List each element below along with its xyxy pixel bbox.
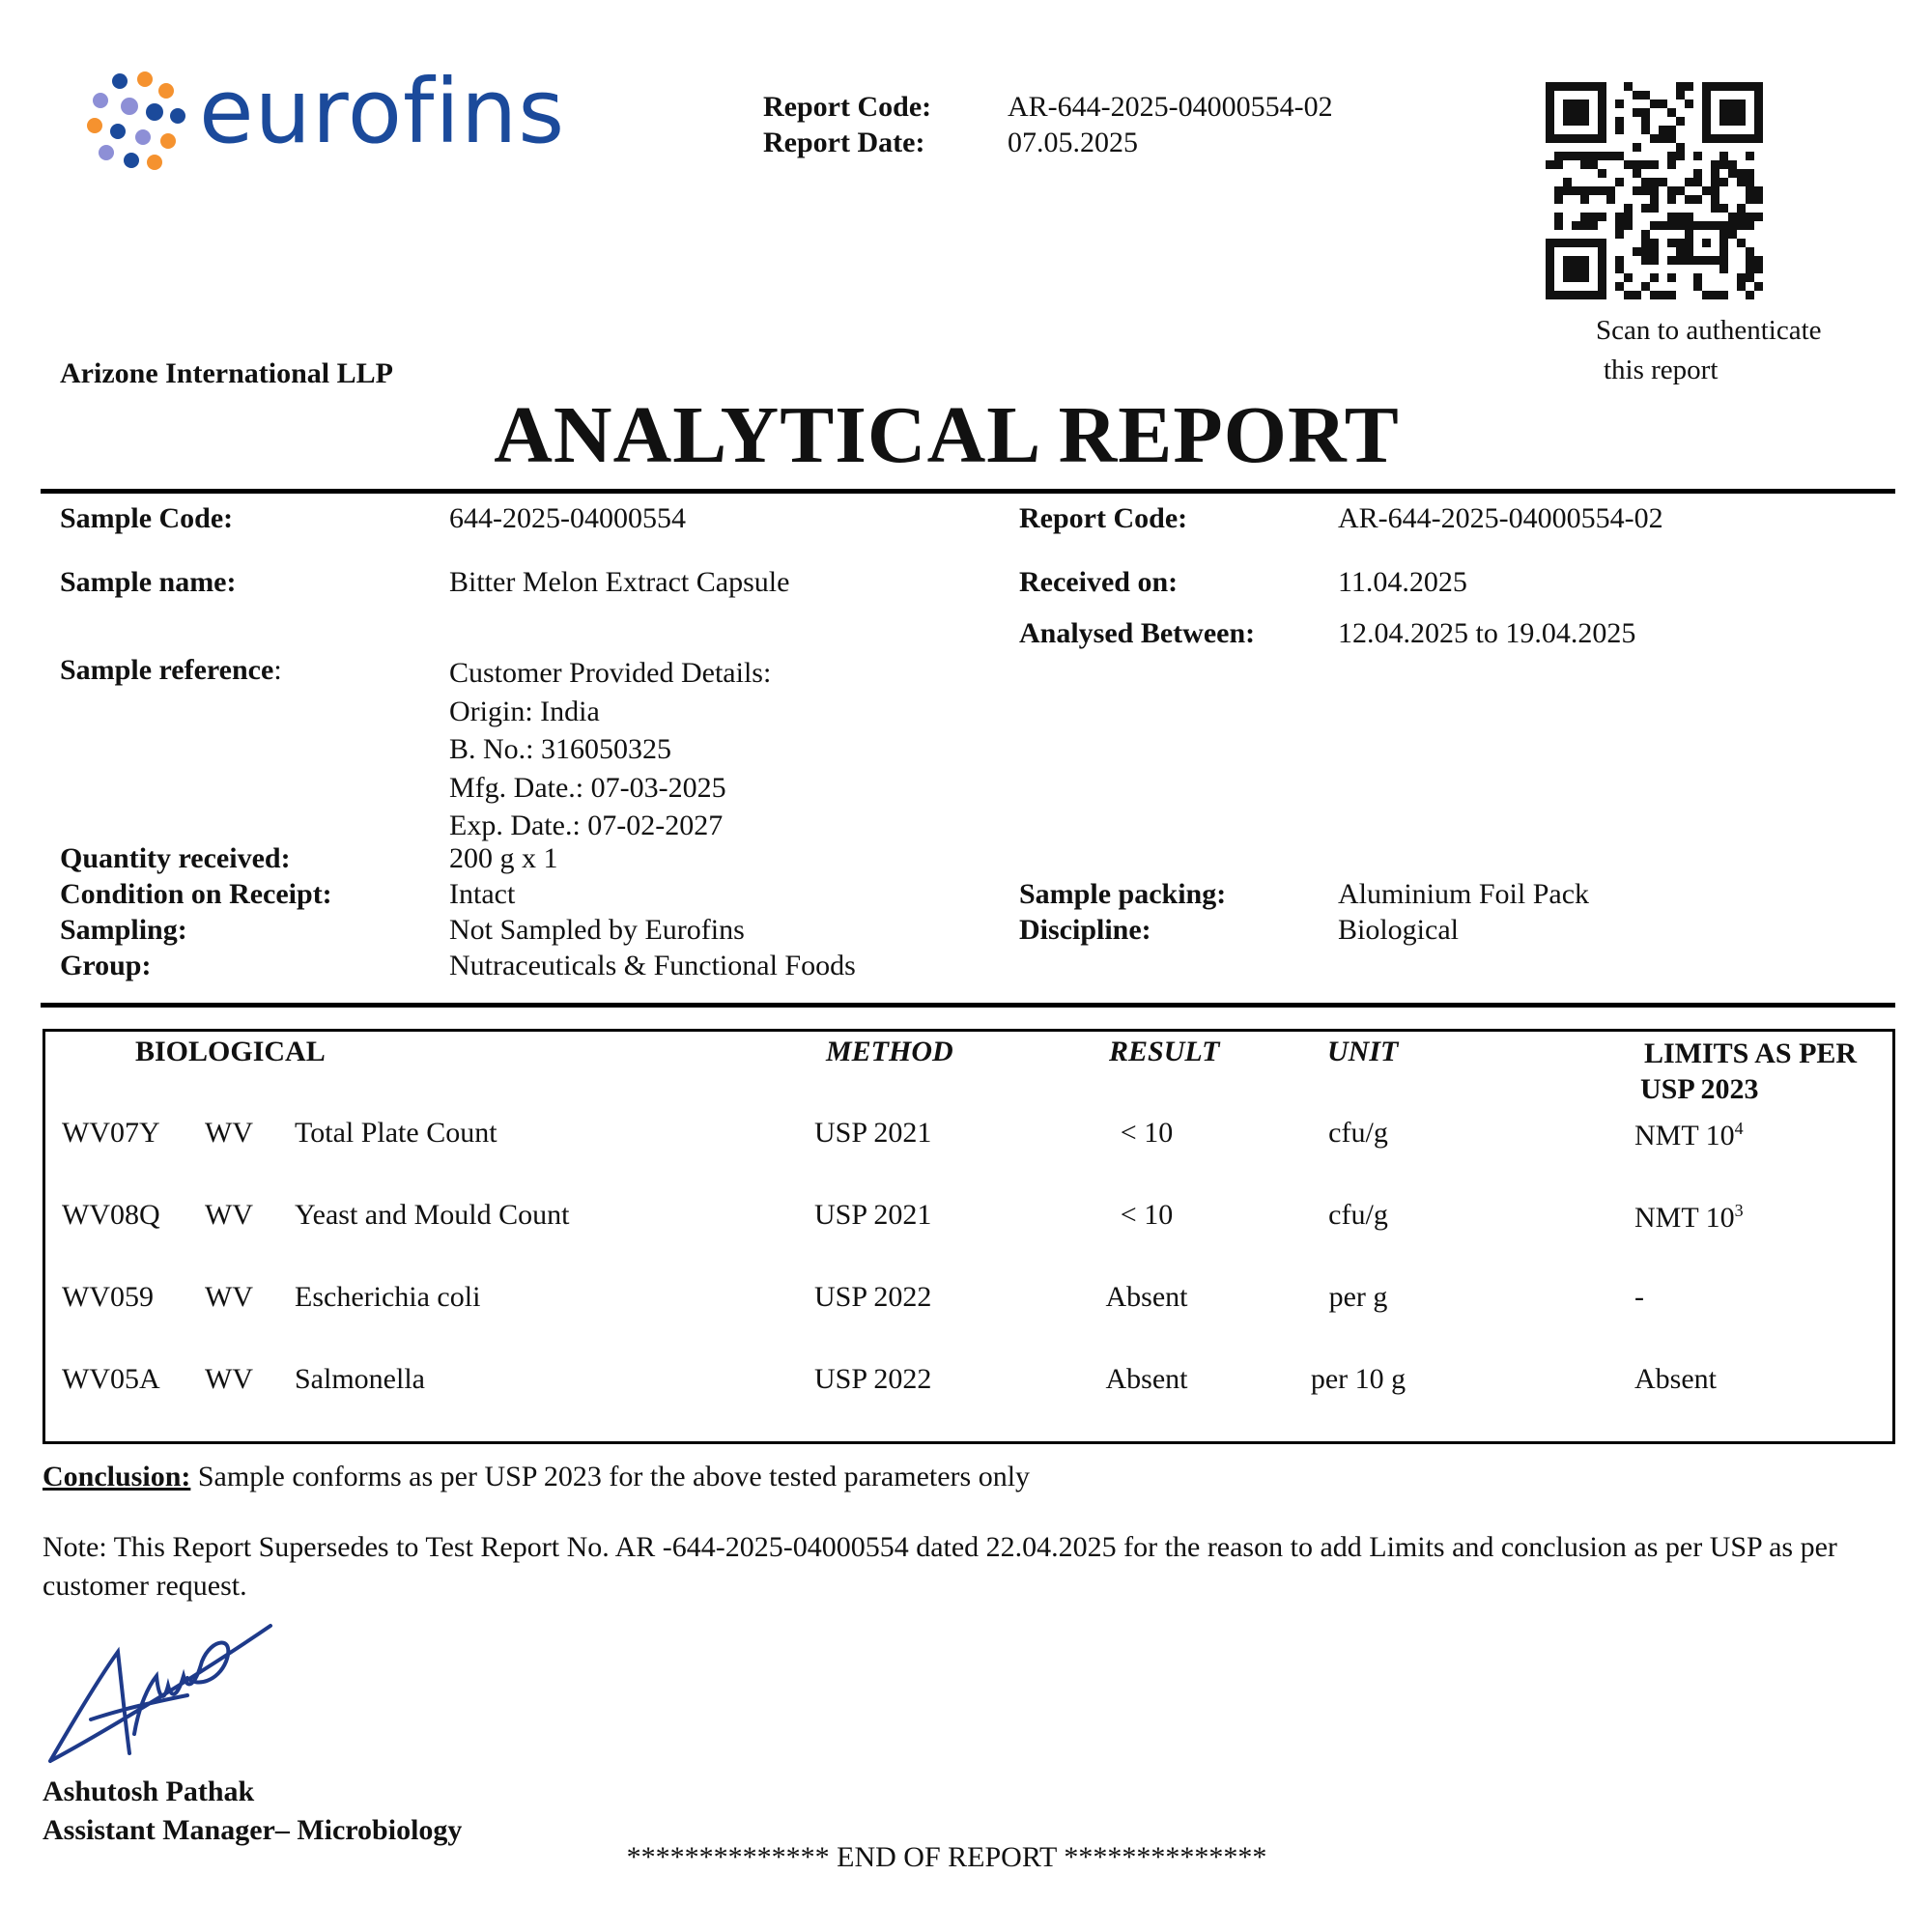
row-code: WV08Q <box>62 1199 160 1231</box>
row-result: Absent <box>1105 1363 1188 1395</box>
customer-company: Arizone International LLP <box>60 357 393 389</box>
header-biological: BIOLOGICAL <box>135 1036 326 1067</box>
header-method: METHOD <box>826 1036 953 1067</box>
qr-caption-line1: Scan to authenticate <box>1596 315 1822 346</box>
row-code: WV05A <box>62 1363 160 1395</box>
logo-wordmark: eurofins <box>199 60 566 163</box>
row-parameter: Escherichia coli <box>295 1281 481 1313</box>
row-limit-value: NMT 10 <box>1634 1202 1735 1234</box>
signer-title: Assistant Manager– Microbiology <box>43 1814 463 1846</box>
row-parameter: Total Plate Count <box>295 1117 497 1149</box>
row-parameter: Salmonella <box>295 1363 425 1395</box>
eurofins-logo <box>85 60 566 174</box>
row-limit-value: Absent <box>1634 1363 1717 1395</box>
reference-line: Exp. Date.: 07-02-2027 <box>449 810 724 841</box>
discipline: Biological <box>1338 914 1459 946</box>
header-unit: UNIT <box>1327 1036 1399 1067</box>
row-result: < 10 <box>1120 1117 1174 1149</box>
qr-caption-line2: this report <box>1604 355 1719 385</box>
packing-label: Sample packing: <box>1019 878 1227 910</box>
group: Nutraceuticals & Functional Foods <box>449 950 856 981</box>
qr-code-icon[interactable] <box>1546 82 1763 299</box>
conclusion-label: Conclusion: <box>43 1461 191 1492</box>
header-limits-line1: LIMITS AS PER <box>1644 1037 1858 1069</box>
row-unit: per 10 g <box>1310 1363 1406 1395</box>
sample-name: Bitter Melon Extract Capsule <box>449 566 790 598</box>
row-limit-value: NMT 10 <box>1634 1120 1735 1151</box>
row-parameter: Yeast and Mould Count <box>295 1199 570 1231</box>
eurofins-logo-icon <box>85 68 191 174</box>
row-result: Absent <box>1105 1281 1188 1313</box>
header-report-code: AR-644-2025-04000554-02 <box>1008 91 1333 123</box>
discipline-label: Discipline: <box>1019 914 1151 946</box>
middle-divider <box>41 1003 1895 1008</box>
sample-code: 644-2025-04000554 <box>449 502 686 534</box>
quantity-label: Quantity received: <box>60 842 291 874</box>
row-method: USP 2021 <box>814 1199 932 1231</box>
row-limit-value: - <box>1634 1281 1644 1313</box>
end-of-report: ************** END OF REPORT ************** <box>626 1841 1267 1873</box>
top-divider <box>41 489 1895 494</box>
condition: Intact <box>449 878 516 910</box>
reference-line: Origin: India <box>449 695 600 727</box>
signature <box>43 1618 274 1773</box>
row-code: WV07Y <box>62 1117 160 1149</box>
row-limit <box>1634 1363 1717 1396</box>
packing: Aluminium Foil Pack <box>1338 878 1590 910</box>
row-unit: cfu/g <box>1328 1117 1388 1149</box>
conclusion <box>43 1461 1030 1493</box>
row-method: USP 2022 <box>814 1363 932 1395</box>
sampling-label: Sampling: <box>60 914 187 946</box>
sample-reference-label-text: Sample reference <box>60 654 274 686</box>
supersede-note: Note: This Report Supersedes to Test Report No. AR -644-2025-04000554 dated 22.04.2025 for the reason to add Limits and conclusion as per USP as per customer request. <box>43 1531 1837 1602</box>
row-code: WV059 <box>62 1281 154 1313</box>
qr-caption <box>1596 311 1822 390</box>
sampling: Not Sampled by Eurofins <box>449 914 745 946</box>
sample-reference-colon: : <box>273 654 282 686</box>
row-group: WV <box>205 1281 253 1313</box>
sample-name-label: Sample name: <box>60 566 237 598</box>
row-group: WV <box>205 1199 253 1231</box>
group-label: Group: <box>60 950 152 981</box>
header-report-date: 07.05.2025 <box>1008 127 1138 158</box>
reference-line: Customer Provided Details: <box>449 657 772 689</box>
analysed-label: Analysed Between: <box>1019 617 1256 649</box>
report-title: ANALYTICAL REPORT <box>494 390 1400 480</box>
analysed-range: 12.04.2025 to 19.04.2025 <box>1338 617 1636 649</box>
sample-reference-label <box>60 654 282 687</box>
row-limit <box>1634 1281 1644 1314</box>
reference-line: Mfg. Date.: 07-03-2025 <box>449 771 726 804</box>
row-method: USP 2022 <box>814 1281 932 1313</box>
row-method: USP 2021 <box>814 1117 932 1149</box>
header-limits-line2: USP 2023 <box>1640 1073 1759 1105</box>
received-date: 11.04.2025 <box>1338 566 1467 598</box>
row-unit: cfu/g <box>1328 1199 1388 1231</box>
reference-line: B. No.: 316050325 <box>449 733 672 765</box>
row-limit <box>1634 1201 1744 1235</box>
row-group: WV <box>205 1117 253 1149</box>
signer-name: Ashutosh Pathak <box>43 1776 255 1807</box>
conclusion-text: Sample conforms as per USP 2023 for the above tested parameters only <box>190 1461 1031 1492</box>
sample-reference-lines <box>449 654 771 845</box>
report-code: AR-644-2025-04000554-02 <box>1338 502 1663 534</box>
row-result: < 10 <box>1120 1199 1174 1231</box>
header-report-code-label: Report Code: <box>763 91 932 123</box>
header-report-date-label: Report Date: <box>763 127 925 158</box>
condition-label: Condition on Receipt: <box>60 878 332 910</box>
row-limit <box>1634 1119 1744 1152</box>
header-result: RESULT <box>1109 1036 1220 1067</box>
row-group: WV <box>205 1363 253 1395</box>
row-unit: per g <box>1328 1281 1388 1313</box>
row-limit-exponent: 4 <box>1734 1119 1744 1138</box>
report-code-label: Report Code: <box>1019 502 1188 534</box>
signer-block <box>43 1773 462 1850</box>
received-label: Received on: <box>1019 566 1179 598</box>
row-limit-exponent: 3 <box>1734 1201 1744 1220</box>
quantity: 200 g x 1 <box>449 842 558 874</box>
header-limits <box>1640 1036 1858 1107</box>
sample-code-label: Sample Code: <box>60 502 234 534</box>
